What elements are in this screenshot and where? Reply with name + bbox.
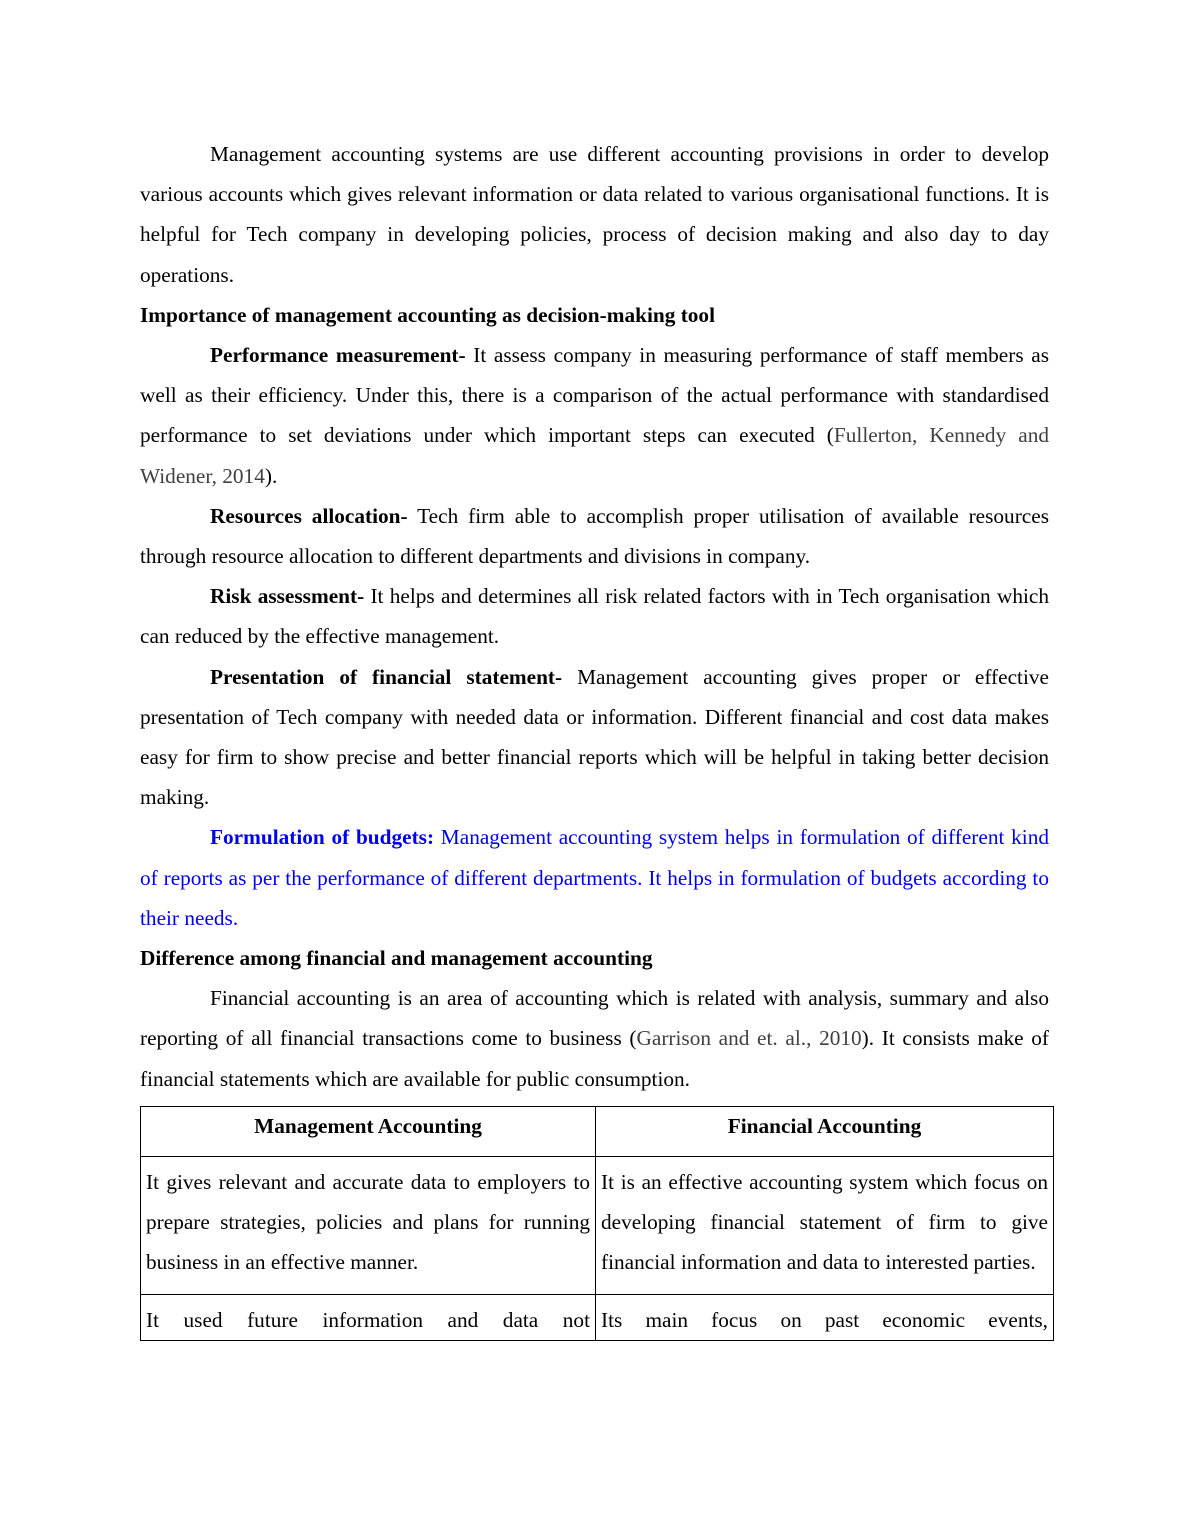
intro-paragraph: Management accounting systems are use different accounting provisions in order to develop various accounts which gives relevant information or data related to various organisational functions. It is helpful for Tech company in developing policies, process of decision making and also day to day operations. [140,142,1049,287]
item-term: Performance measurement- [210,343,466,368]
item-term: Formulation of budgets: [210,825,435,850]
paragraph-text: Financial accounting is an area of accounting which is related with analysis, summary and also reporting of all financial transactions come to business ( [140,986,1049,1051]
item-term: Resources allocation- [210,503,408,528]
table-header-management: Management Accounting [141,1107,596,1157]
item-presentation-financial-statement [140,657,1049,818]
citation: Fullerton, Kennedy and Widener, 2014 [140,423,1050,488]
item-resources-allocation [140,496,1049,576]
table-header-financial: Financial Accounting [596,1107,1054,1157]
item-text: It helps and determines all risk related factors with in Tech organisation which can reduced by the effective management. [140,584,1050,649]
table-cell: It is an effective accounting system which focus on developing financial statement of firm to give financial information and data to interested parties. [596,1157,1054,1295]
table-cell: It gives relevant and accurate data to employers to prepare strategies, policies and plans for running business in an effective manner. [141,1157,596,1295]
table-row [141,1157,1054,1295]
table-row [141,1294,1054,1340]
item-text-end: ). [264,463,278,488]
item-term: Presentation of financial statement- [210,664,563,689]
item-term: Risk assessment- [210,584,365,609]
table-cell: It used future information and data not [141,1294,596,1340]
item-text: Management accounting system helps in formulation of different kind of reports as per the performance of different departments. It helps in formulation of budgets according to their needs. [140,825,1049,930]
item-formulation-of-budgets [140,817,1049,938]
section-heading-difference: Difference among financial and management accounting [140,946,653,971]
citation: Garrison and et. al., 2010 [636,1026,862,1051]
item-performance-measurement [140,335,1049,496]
section-heading-importance: Importance of management accounting as decision-making tool [140,302,715,327]
difference-paragraph [140,978,1049,1099]
paragraph-text-end: ). It consists make of financial statements which are available for public consumption. [140,1026,1050,1091]
table-header-row [141,1107,1054,1157]
table-cell: Its main focus on past economic events, [596,1294,1054,1340]
item-risk-assessment [140,576,1049,656]
item-text: Tech firm able to accomplish proper utilisation of available resources through resource allocation to different departments and divisions in company. [140,503,1049,569]
item-text: It assess company in measuring performance of staff members as well as their efficiency. Under this, there is a comparison of the actual performance with standardised performance to set deviations under which important steps can executed ( [140,343,1049,448]
document-body [140,134,1049,1099]
comparison-table [140,1106,1054,1341]
item-text: Management accounting gives proper or effective presentation of Tech company with needed data or information. Different financial and cost data makes easy for firm to show precise and better financial reports which will be helpful in taking better decision making. [140,664,1049,810]
